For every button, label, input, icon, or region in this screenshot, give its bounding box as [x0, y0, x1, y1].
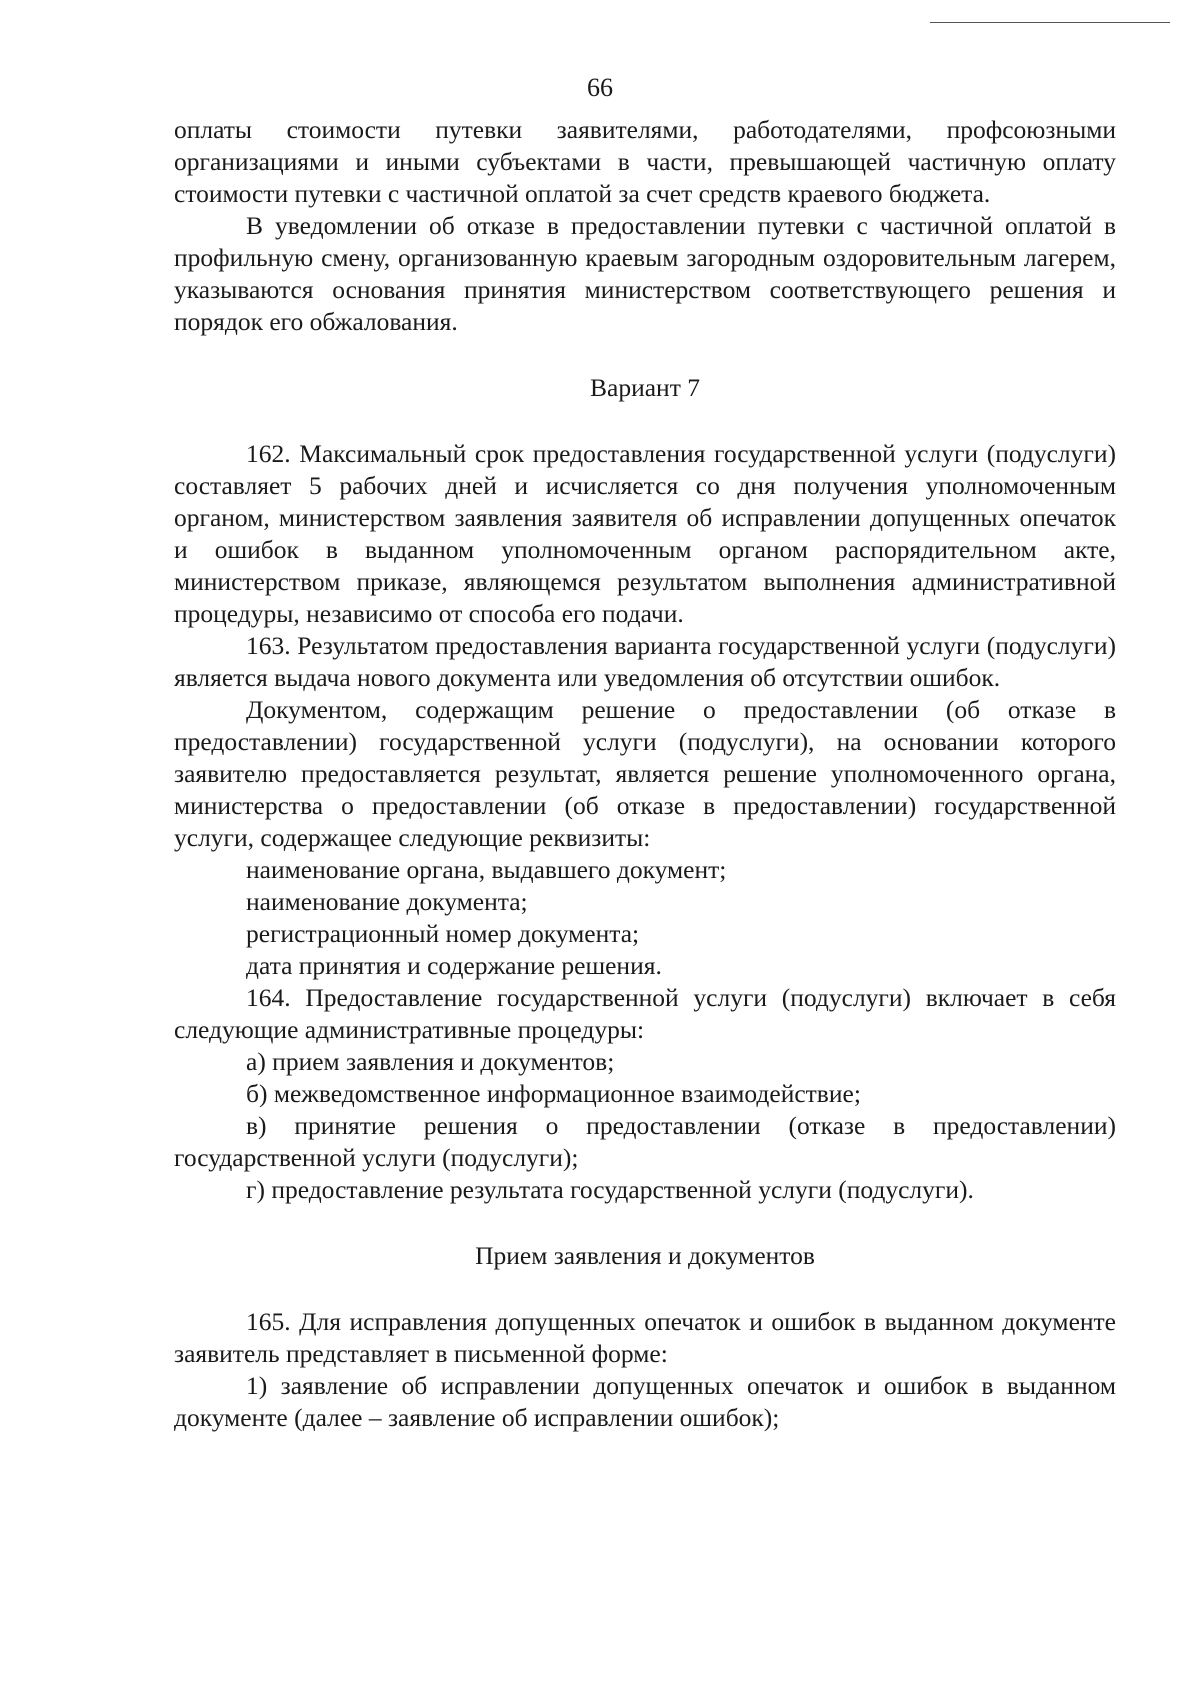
section-heading-reception: Прием заявления и документов: [475, 1241, 815, 1270]
header-rule: [930, 22, 1170, 23]
procedure-item: а) прием заявления и документов;: [246, 1047, 615, 1076]
paragraph-162: 162. Максимальный срок предоставления государственной услуги (подуслуги) составляет 5 рабочих дней и исчисляется со дня получения уполномоченным органом, министерством заявления заявителя об исправлении допущенных опечаток и ошибок в выданном уполномоченным органом распорядительном акте, министерством приказе, являющемся результатом выполнения административной процедуры, независимо от способа его подачи.: [174, 439, 1116, 628]
procedure-item: б) межведомственное информационное взаимодействие;: [246, 1079, 861, 1108]
paragraph-165-item-1: 1) заявление об исправлении допущенных опечаток и ошибок в выданном документе (далее – заявление об исправлении ошибок);: [174, 1371, 1116, 1432]
section-heading-variant: Вариант 7: [590, 373, 700, 402]
paragraph-164: 164. Предоставление государственной услуги (подуслуги) включает в себя следующие административные процедуры:: [174, 983, 1116, 1044]
requisite-item: наименование документа;: [246, 887, 528, 916]
spacer: [174, 1206, 1116, 1240]
spacer: [174, 404, 1116, 438]
paragraph-163: 163. Результатом предоставления варианта государственной услуги (подуслуги) является выдача нового документа или уведомления об отсутствии ошибок.: [174, 631, 1116, 692]
document-body: [174, 114, 1116, 1434]
spacer: [174, 338, 1116, 372]
procedure-item: в) принятие решения о предоставлении (отказе в предоставлении) государственной услуги (подуслуги);: [174, 1111, 1116, 1172]
paragraph-continuation: оплаты стоимости путевки заявителями, работодателями, профсоюзными организациями и иными субъектами в части, превышающей частичную оплату стоимости путевки с частичной оплатой за счет средств краевого бюджета.: [174, 115, 1116, 208]
page-number: 66: [587, 73, 613, 102]
procedure-item: г) предоставление результата государственной услуги (подуслуги).: [246, 1175, 974, 1204]
spacer: [174, 1272, 1116, 1306]
paragraph-document: Документом, содержащим решение о предоставлении (об отказе в предоставлении) государственной услуги (подуслуги), на основании которого заявителю предоставляется результат, является решение уполномоченного органа, министерства о предоставлении (об отказе в предоставлении) государственной услуги, содержащее следующие реквизиты:: [174, 695, 1116, 852]
paragraph-refusal-notice: В уведомлении об отказе в предоставлении путевки с частичной оплатой в профильную смену, организованную краевым загородным оздоровительным лагерем, указываются основания принятия министерством соответствующего решения и порядок его обжалования.: [174, 211, 1116, 336]
requisite-item: наименование органа, выдавшего документ;: [246, 855, 727, 884]
requisite-item: дата принятия и содержание решения.: [246, 951, 662, 980]
requisite-item: регистрационный номер документа;: [246, 919, 640, 948]
paragraph-165: 165. Для исправления допущенных опечаток и ошибок в выданном документе заявитель представляет в письменной форме:: [174, 1307, 1116, 1368]
